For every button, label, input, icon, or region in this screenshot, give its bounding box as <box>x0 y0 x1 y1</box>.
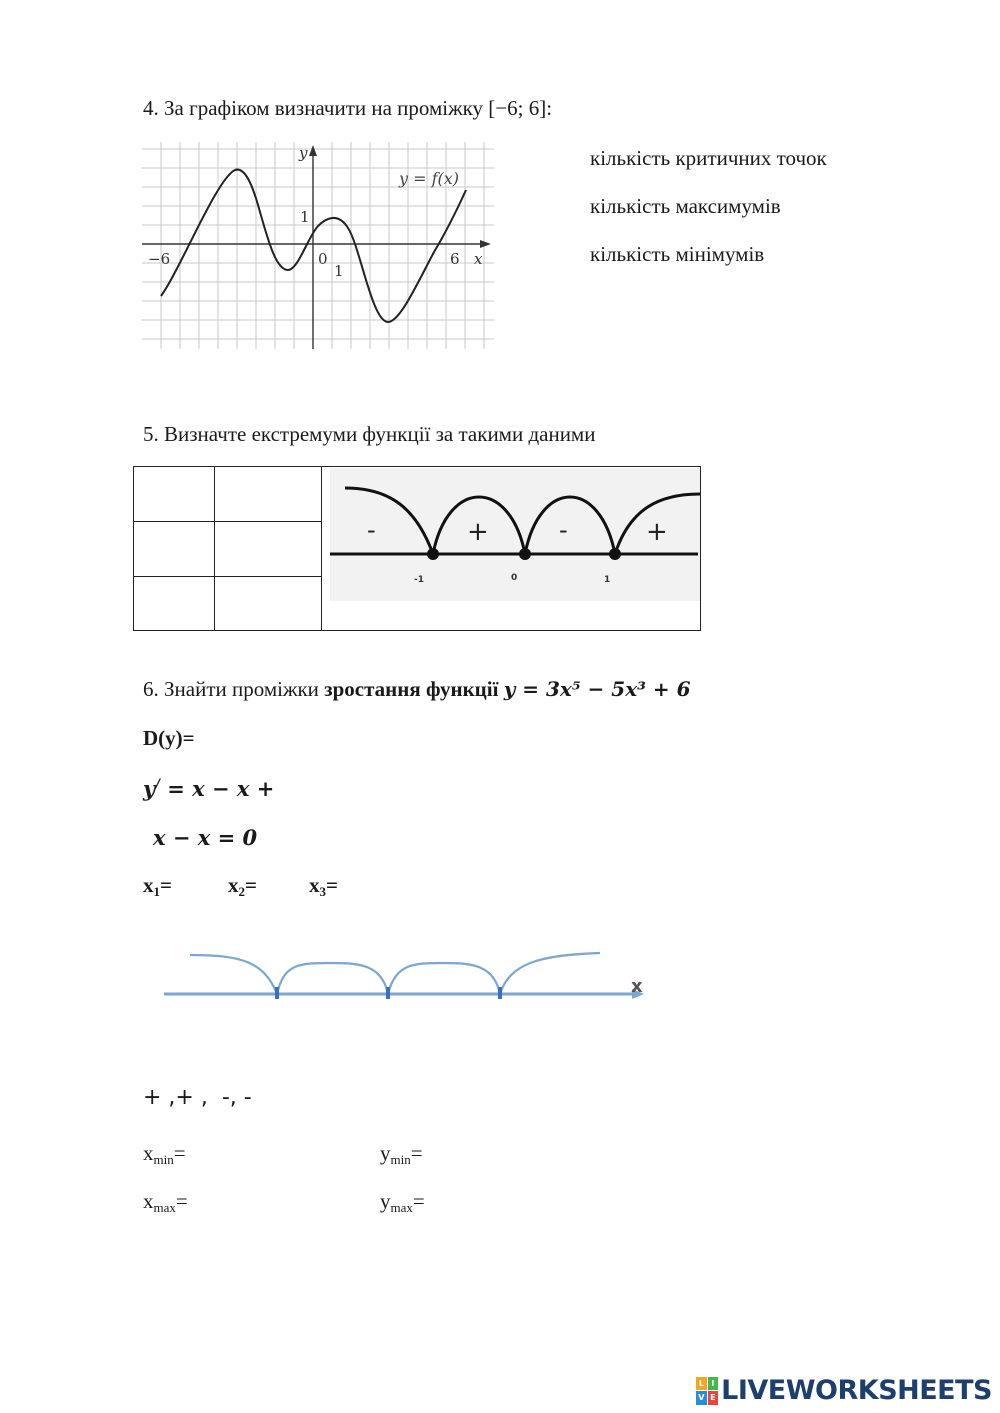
tick-1-x: 1 <box>334 262 344 280</box>
question-critical-points: кількість критичних точок <box>590 146 827 170</box>
task4-title: 4. За графіком визначити на проміжку [−6; 6]: <box>143 96 553 120</box>
critical-point-marker <box>427 548 439 560</box>
root-x2: $x_2=$ <box>228 873 257 899</box>
extrema-answer-table <box>133 466 322 631</box>
question-maxima: кількість максимумів <box>590 194 781 218</box>
root-x3: $x_3=$ <box>309 873 338 899</box>
root-x1: $x_1=$ <box>143 873 172 899</box>
answer-cell[interactable] <box>134 522 215 577</box>
answer-cell[interactable] <box>215 577 322 631</box>
sign-chart <box>330 468 700 601</box>
tick-6: 6 <box>450 250 460 268</box>
domain-line: D(y)= <box>143 726 195 750</box>
equation-line: x − x = 0 <box>153 825 258 850</box>
interval-number-line <box>160 945 660 1005</box>
point-label: 1 <box>604 575 611 585</box>
logo-mark-icon: L I V E <box>696 1377 718 1405</box>
sign-label: + <box>467 517 489 547</box>
signs-line: + ,+ , -, - <box>143 1085 252 1110</box>
critical-point-marker <box>519 548 531 560</box>
tick-minus6: −6 <box>148 250 171 268</box>
derivative-line: y/ = x − x + <box>143 776 275 801</box>
point-label: -1 <box>414 575 424 585</box>
x-axis-label: x <box>474 250 483 268</box>
y-axis-label: y <box>299 144 308 162</box>
tick-1-y: 1 <box>300 208 310 226</box>
critical-point-marker <box>609 548 621 560</box>
function-label: y = f(x) <box>399 169 460 188</box>
question-minima: кількість мінімумів <box>590 242 765 266</box>
logo-text: LIVEWORKSHEETS <box>721 1375 992 1406</box>
ymin-label: $y_{min}=$ <box>380 1141 423 1167</box>
ymax-label: $y_{max}=$ <box>380 1189 425 1215</box>
formula: y = 3x⁵ − 5x³ + 6 <box>503 677 691 701</box>
answer-cell[interactable] <box>215 467 322 522</box>
liveworksheets-logo <box>696 1375 992 1406</box>
answer-cell[interactable] <box>215 522 322 577</box>
xmax-label: $x_{max}=$ <box>143 1189 188 1215</box>
answer-cell[interactable] <box>134 467 215 522</box>
sign-label: - <box>559 516 568 544</box>
xmin-label: $x_{min}=$ <box>143 1141 186 1167</box>
task5-title: 5. Визначте екстремуми функції за такими даними <box>143 422 596 446</box>
function-graph <box>142 142 494 349</box>
sign-label: - <box>367 516 376 544</box>
sign-label: + <box>646 517 668 547</box>
number-line-x-label: x <box>631 976 643 997</box>
tick-0: 0 <box>318 250 328 268</box>
answer-cell[interactable] <box>134 577 215 631</box>
task6-title: 6. Знайти проміжки зростання функції y = 3x⁵ − 5x³ + 6 <box>143 677 691 701</box>
point-label: 0 <box>511 573 518 583</box>
